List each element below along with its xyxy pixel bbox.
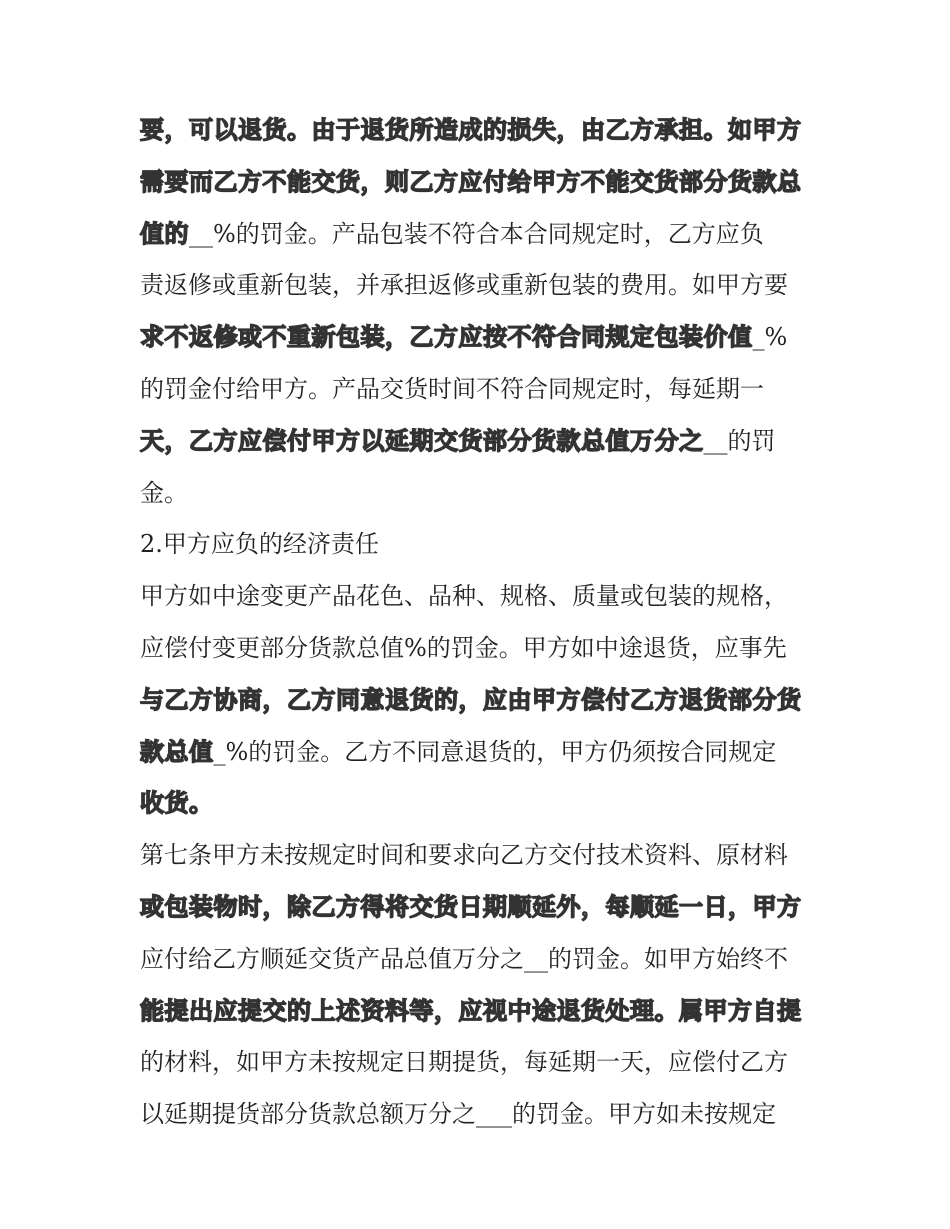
text-line: [140, 369, 764, 409]
text-line: [140, 524, 379, 564]
text-segment: 以延期提货部分货款总额万分之___的罚金。甲方如未按规定: [140, 1100, 776, 1128]
text-line: [140, 991, 802, 1031]
text-segment: 应付给乙方顺延交货产品总值万分之__的罚金。如甲方始终不: [140, 945, 788, 973]
text-line: [140, 265, 788, 305]
text-segment: _%的罚金。乙方不同意退货的，甲方仍须按合同规定: [213, 738, 777, 766]
text-segment: 应偿付变更部分货款总值%的罚金。甲方如中途退货，应事先: [140, 634, 787, 662]
text-line: [140, 576, 788, 616]
outlined-text-segment: 要，可以退货。由于退货所造成的损失，由乙方承担。如甲方: [140, 116, 802, 144]
outlined-text-segment: 款总值: [140, 738, 214, 766]
text-line: [140, 628, 787, 668]
text-segment: 的罚金付给甲方。产品交货时间不符合同规定时，每延期一: [140, 375, 764, 403]
text-segment: _%: [752, 323, 788, 351]
text-line: [140, 1042, 788, 1082]
text-segment: 的材料，如甲方未按规定日期提货，每延期一天，应偿付乙方: [140, 1048, 788, 1076]
text-segment: __%的罚金。产品包装不符合本合同规定时，乙方应负: [189, 220, 764, 248]
text-segment: 第七条甲方未按规定时间和要求向乙方交付技术资料、原材料: [140, 841, 788, 869]
text-line: [140, 162, 802, 202]
text-segment: 甲方如中途变更产品花色、品种、规格、质量或包装的规格，: [140, 582, 788, 610]
text-line: [140, 214, 764, 254]
outlined-text-segment: 天，乙方应偿付甲方以延期交货部分货款总值万分之: [140, 427, 704, 455]
outlined-text-segment: 收货。: [140, 789, 214, 817]
text-line: [140, 317, 787, 357]
text-segment: 金。: [140, 479, 188, 507]
text-line: [140, 1094, 776, 1134]
text-line: [140, 835, 788, 875]
text-line: [140, 887, 802, 927]
text-line: [140, 939, 788, 979]
text-line: [140, 421, 776, 461]
outlined-text-segment: 能提出应提交的上述资料等，应视中途退货处理。属甲方自提: [140, 997, 802, 1025]
text-segment: 2.甲方应负的经济责任: [140, 530, 379, 558]
outlined-text-segment: 与乙方协商，乙方同意退货的，应由甲方偿付乙方退货部分货: [140, 686, 802, 714]
text-line: [140, 783, 214, 823]
outlined-text-segment: 需要而乙方不能交货，则乙方应付给甲方不能交货部分货款总: [140, 168, 802, 196]
text-line: [140, 732, 776, 772]
text-line: [140, 473, 188, 513]
text-segment: 责返修或重新包装，并承担返修或重新包装的费用。如甲方要: [140, 271, 788, 299]
outlined-text-segment: 求不返修或不重新包装，乙方应按不符合同规定包装价值: [140, 323, 753, 351]
text-line: [140, 110, 802, 150]
text-line: [140, 680, 802, 720]
outlined-text-segment: 值的: [140, 220, 189, 248]
outlined-text-segment: 或包装物时，除乙方得将交货日期顺延外，每顺延一日，甲方: [140, 893, 802, 921]
text-segment: __的罚: [703, 427, 776, 455]
